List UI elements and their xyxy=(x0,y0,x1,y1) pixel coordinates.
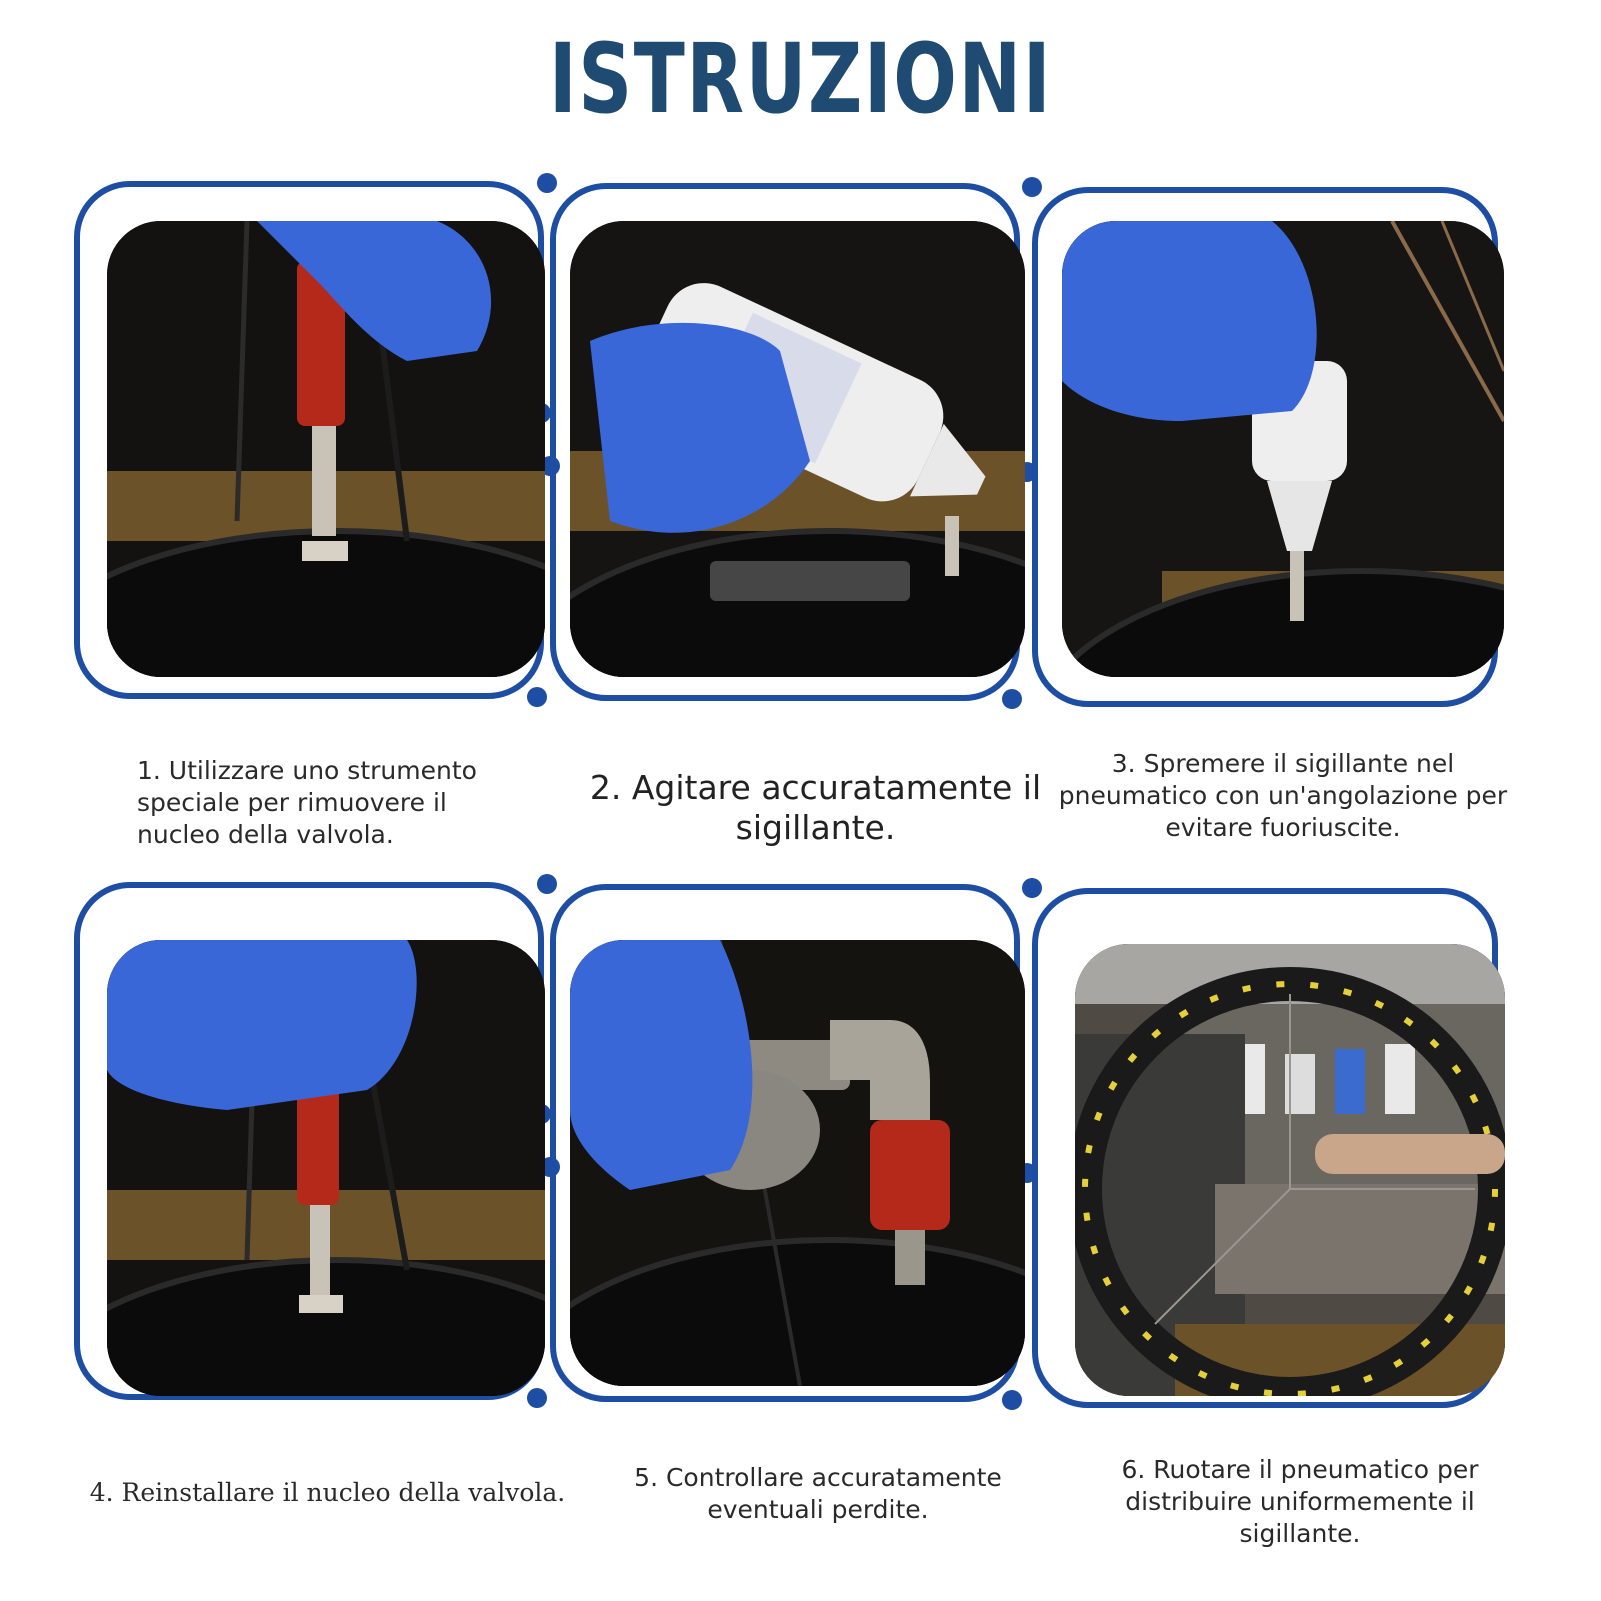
sealant-bottle-photo xyxy=(570,221,1025,677)
connector-dot xyxy=(537,173,557,193)
pump-inflation-photo xyxy=(570,940,1025,1386)
connector-dot xyxy=(1002,1390,1022,1410)
sealant-injection-photo xyxy=(1062,221,1504,677)
step-6-caption: 6. Ruotare il pneumatico per distribuire uniformemente il sigillante. xyxy=(1121,1455,1479,1548)
connector-dot xyxy=(1022,177,1042,197)
step-4-caption: 4. Reinstallare il nucleo della valvola. xyxy=(89,1478,566,1507)
connector-dot xyxy=(1002,689,1022,709)
step-5-caption: 5. Controllare accuratamente eventuali perdite. xyxy=(634,1463,1002,1524)
step-3-caption: 3. Spremere il sigillante nel pneumatico con un'angolazione per evitare fuoriuscite. xyxy=(1058,749,1508,842)
tire-rotation-photo xyxy=(1075,944,1505,1396)
connector-dot xyxy=(537,874,557,894)
page-title: ISTRUZIONI xyxy=(548,23,1053,135)
step-2-caption: 2. Agitare accuratamente il sigillante. xyxy=(589,768,1042,847)
valve-core-reinstall-photo xyxy=(107,940,545,1396)
valve-core-removal-photo xyxy=(107,221,545,677)
connector-dot xyxy=(527,1388,547,1408)
step-1-caption: 1. Utilizzare uno strumento speciale per rimuovere il nucleo della valvola. xyxy=(137,756,477,849)
connector-dot xyxy=(527,687,547,707)
connector-dot xyxy=(1022,878,1042,898)
